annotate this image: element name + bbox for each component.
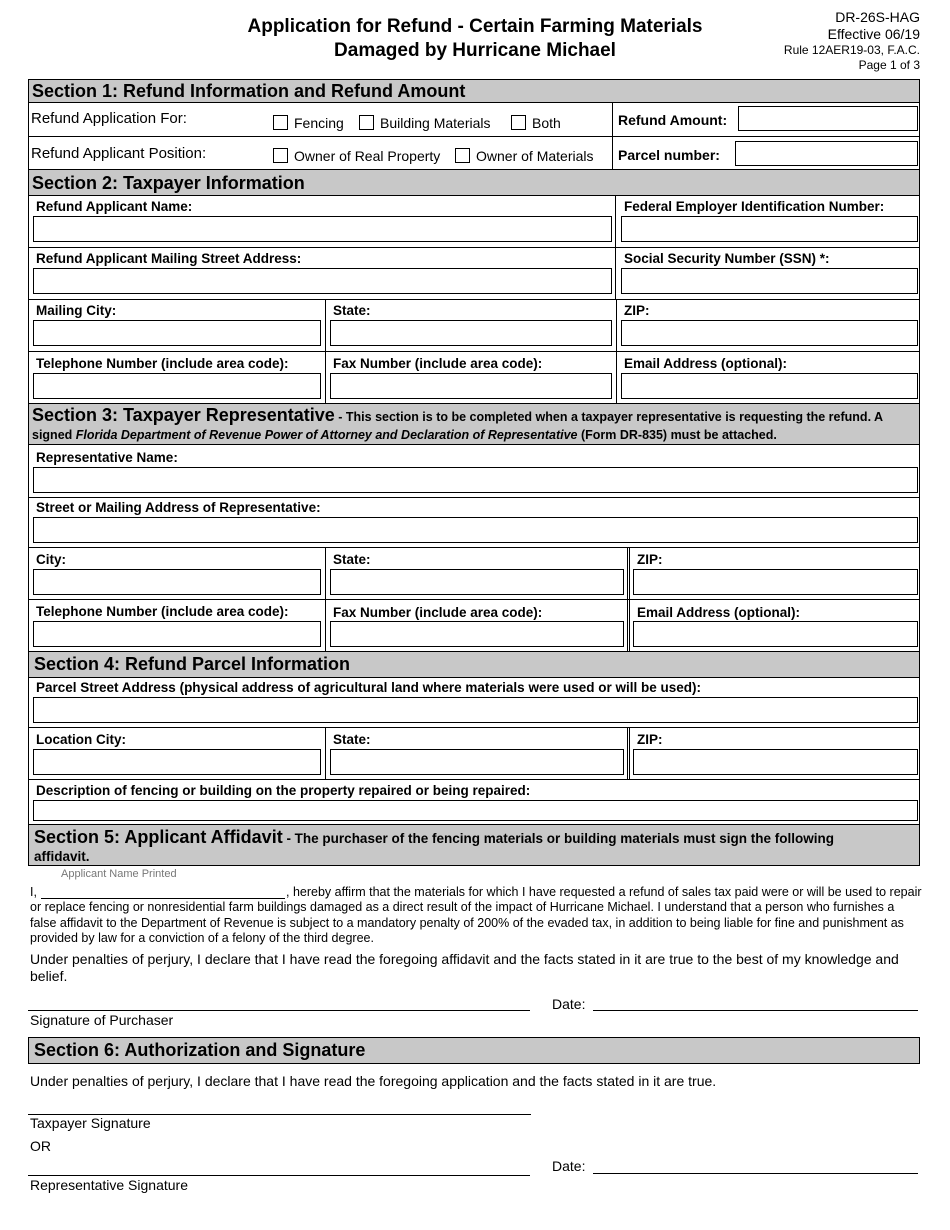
authorization-perjury-statement: Under penalties of perjury, I declare that I have read the foregoing application and the facts stated in it are true. <box>30 1073 717 1089</box>
divider <box>28 599 920 600</box>
rep-email-label: Email Address (optional): <box>637 605 801 620</box>
state-label: State: <box>333 303 371 318</box>
note-text: (Form DR-835) must be attached. <box>577 428 777 442</box>
owner-real-property-option[interactable] <box>273 148 440 164</box>
mailing-address-input[interactable] <box>33 268 612 294</box>
description-input[interactable] <box>33 800 918 821</box>
affidavit-body: or replace fencing or nonresidential farm buildings damaged as a direct result of the impact of Hurricane Michael. I understand that a person who furnishes a false affidavit to the Department of Revenue is subject to a mandatory penalty of 200% of the evaded tax, in addition to being liable for fine and punishment as provided by law for a conviction of a felony of the third degree. <box>30 900 904 945</box>
section-1-title: Section 1: Refund Information and Refund Amount <box>32 81 466 101</box>
ssn-input[interactable] <box>621 268 918 294</box>
parcel-zip-label: ZIP: <box>637 732 663 747</box>
building-materials-option[interactable] <box>359 115 491 131</box>
rep-state-label: State: <box>333 552 371 567</box>
parcel-number-label: Parcel number: <box>618 147 720 163</box>
parcel-address-label: Parcel Street Address (physical address of agricultural land where materials were used or will be used): <box>36 680 701 695</box>
representative-signature-label: Representative Signature <box>30 1177 188 1193</box>
divider <box>28 497 920 498</box>
parcel-address-input[interactable] <box>33 697 918 723</box>
owner-materials-option[interactable] <box>455 148 593 164</box>
divider <box>28 351 920 352</box>
page-number: Page 1 of 3 <box>858 58 920 72</box>
section-5-header <box>28 824 920 866</box>
telephone-label: Telephone Number (include area code): <box>36 356 289 371</box>
rep-zip-input[interactable] <box>633 569 918 595</box>
authorization-date-line[interactable] <box>593 1173 918 1174</box>
rep-fax-input[interactable] <box>330 621 624 647</box>
purchaser-date-label: Date: <box>552 996 586 1012</box>
representative-signature-line[interactable] <box>28 1175 530 1176</box>
state-input[interactable] <box>330 320 612 346</box>
mailing-address-label: Refund Applicant Mailing Street Address: <box>36 251 302 266</box>
mailing-city-label: Mailing City: <box>36 303 117 318</box>
fencing-label: Fencing <box>294 115 344 131</box>
divider <box>28 779 920 780</box>
form-title-line1: Application for Refund - Certain Farming Materials <box>247 16 703 37</box>
fax-label: Fax Number (include area code): <box>333 356 543 371</box>
divider <box>28 547 920 548</box>
fein-input[interactable] <box>621 216 918 242</box>
section-4-header <box>28 651 920 678</box>
affidavit-i: I, <box>30 885 37 899</box>
rep-city-input[interactable] <box>33 569 321 595</box>
section-5-heading <box>34 827 834 848</box>
section-4-title: Section 4: Refund Parcel Information <box>34 654 351 674</box>
section-5-note-line2: affidavit. <box>34 849 90 864</box>
form-id: DR-26S-HAG <box>835 9 920 25</box>
applicant-position-label: Refund Applicant Position: <box>31 145 207 162</box>
parcel-state-label: State: <box>333 732 371 747</box>
parcel-number-input[interactable] <box>735 141 918 166</box>
affidavit-perjury-statement: Under penalties of perjury, I declare that I have read the foregoing affidavit and the facts stated in it are true to the best of my knowledge and belief. <box>30 951 899 984</box>
owner-materials-label: Owner of Materials <box>476 148 594 164</box>
affidavit-line1: , hereby affirm that the materials for which I have requested a refund of sales tax paid were or will be used to repair <box>286 885 922 899</box>
rep-address-label: Street or Mailing Address of Representative: <box>36 500 321 515</box>
applicant-name-printed-label: Applicant Name Printed <box>61 868 177 880</box>
building-materials-label: Building Materials <box>380 115 491 131</box>
fax-input[interactable] <box>330 373 612 399</box>
building-materials-checkbox[interactable] <box>359 115 374 130</box>
both-option[interactable] <box>511 115 561 131</box>
section-3-header <box>28 403 920 445</box>
section-3-note: - This section is to be completed when a taxpayer representative is requesting the refund. A <box>334 410 884 424</box>
or-label: OR <box>30 1138 51 1154</box>
rep-email-input[interactable] <box>633 621 918 647</box>
section-2-header <box>28 169 920 196</box>
applicant-name-label: Refund Applicant Name: <box>36 199 193 214</box>
both-checkbox[interactable] <box>511 115 526 130</box>
section-3-heading <box>32 405 883 426</box>
location-city-input[interactable] <box>33 749 321 775</box>
divider <box>28 136 920 137</box>
rep-address-input[interactable] <box>33 517 918 543</box>
section-1-header <box>28 79 920 103</box>
rep-name-input[interactable] <box>33 467 918 493</box>
fein-label: Federal Employer Identification Number: <box>624 199 885 214</box>
location-city-label: Location City: <box>36 732 126 747</box>
divider <box>325 727 326 779</box>
rep-telephone-input[interactable] <box>33 621 321 647</box>
zip-input[interactable] <box>621 320 918 346</box>
parcel-state-input[interactable] <box>330 749 624 775</box>
telephone-input[interactable] <box>33 373 321 399</box>
mailing-city-input[interactable] <box>33 320 321 346</box>
email-input[interactable] <box>621 373 918 399</box>
owner-real-property-label: Owner of Real Property <box>294 148 441 164</box>
purchaser-signature-label: Signature of Purchaser <box>30 1012 174 1028</box>
divider <box>28 247 920 248</box>
parcel-zip-input[interactable] <box>633 749 918 775</box>
applicant-name-printed-line[interactable] <box>41 898 285 899</box>
section-5-note: - The purchaser of the fencing materials or building materials must sign the following <box>282 831 835 846</box>
refund-application-for-label: Refund Application For: <box>31 110 187 127</box>
section-6-title: Section 6: Authorization and Signature <box>34 1040 366 1060</box>
refund-amount-label: Refund Amount: <box>618 112 728 128</box>
effective-date: Effective 06/19 <box>827 26 920 42</box>
refund-amount-input[interactable] <box>738 106 918 131</box>
note-text: signed <box>32 428 76 442</box>
fencing-option[interactable] <box>273 115 344 131</box>
section-3-title: Section 3: Taxpayer Representative <box>32 405 335 425</box>
taxpayer-signature-label: Taxpayer Signature <box>30 1115 151 1131</box>
poa-form-title: Florida Department of Revenue Power of Attorney and Declaration of Representative <box>75 428 578 442</box>
purchaser-signature-line[interactable] <box>28 1010 530 1011</box>
owner-materials-checkbox[interactable] <box>455 148 470 163</box>
divider <box>28 299 920 300</box>
divider <box>28 727 920 728</box>
section-5-title: Section 5: Applicant Affidavit <box>34 827 283 847</box>
rep-telephone-label: Telephone Number (include area code): <box>36 604 289 619</box>
section-6-header <box>28 1037 920 1064</box>
rep-city-label: City: <box>36 552 66 567</box>
section-3-note-line2 <box>32 428 777 442</box>
description-label: Description of fencing or building on the property repaired or being repaired: <box>36 783 531 798</box>
rep-state-input[interactable] <box>330 569 624 595</box>
rep-fax-label: Fax Number (include area code): <box>333 605 543 620</box>
divider <box>615 196 616 300</box>
section-2-title: Section 2: Taxpayer Information <box>32 173 305 193</box>
ssn-label: Social Security Number (SSN) *: <box>624 251 830 266</box>
owner-real-property-checkbox[interactable] <box>273 148 288 163</box>
form-title-line2: Damaged by Hurricane Michael <box>334 40 616 61</box>
email-label: Email Address (optional): <box>624 356 788 371</box>
rep-zip-label: ZIP: <box>637 552 663 567</box>
fencing-checkbox[interactable] <box>273 115 288 130</box>
zip-label: ZIP: <box>624 303 650 318</box>
purchaser-date-line[interactable] <box>593 1010 918 1011</box>
both-label: Both <box>532 115 561 131</box>
divider <box>627 727 630 779</box>
applicant-name-input[interactable] <box>33 216 612 242</box>
rule-number: Rule 12AER19-03, F.A.C. <box>783 43 920 57</box>
rep-name-label: Representative Name: <box>36 450 178 465</box>
authorization-date-label: Date: <box>552 1158 586 1174</box>
